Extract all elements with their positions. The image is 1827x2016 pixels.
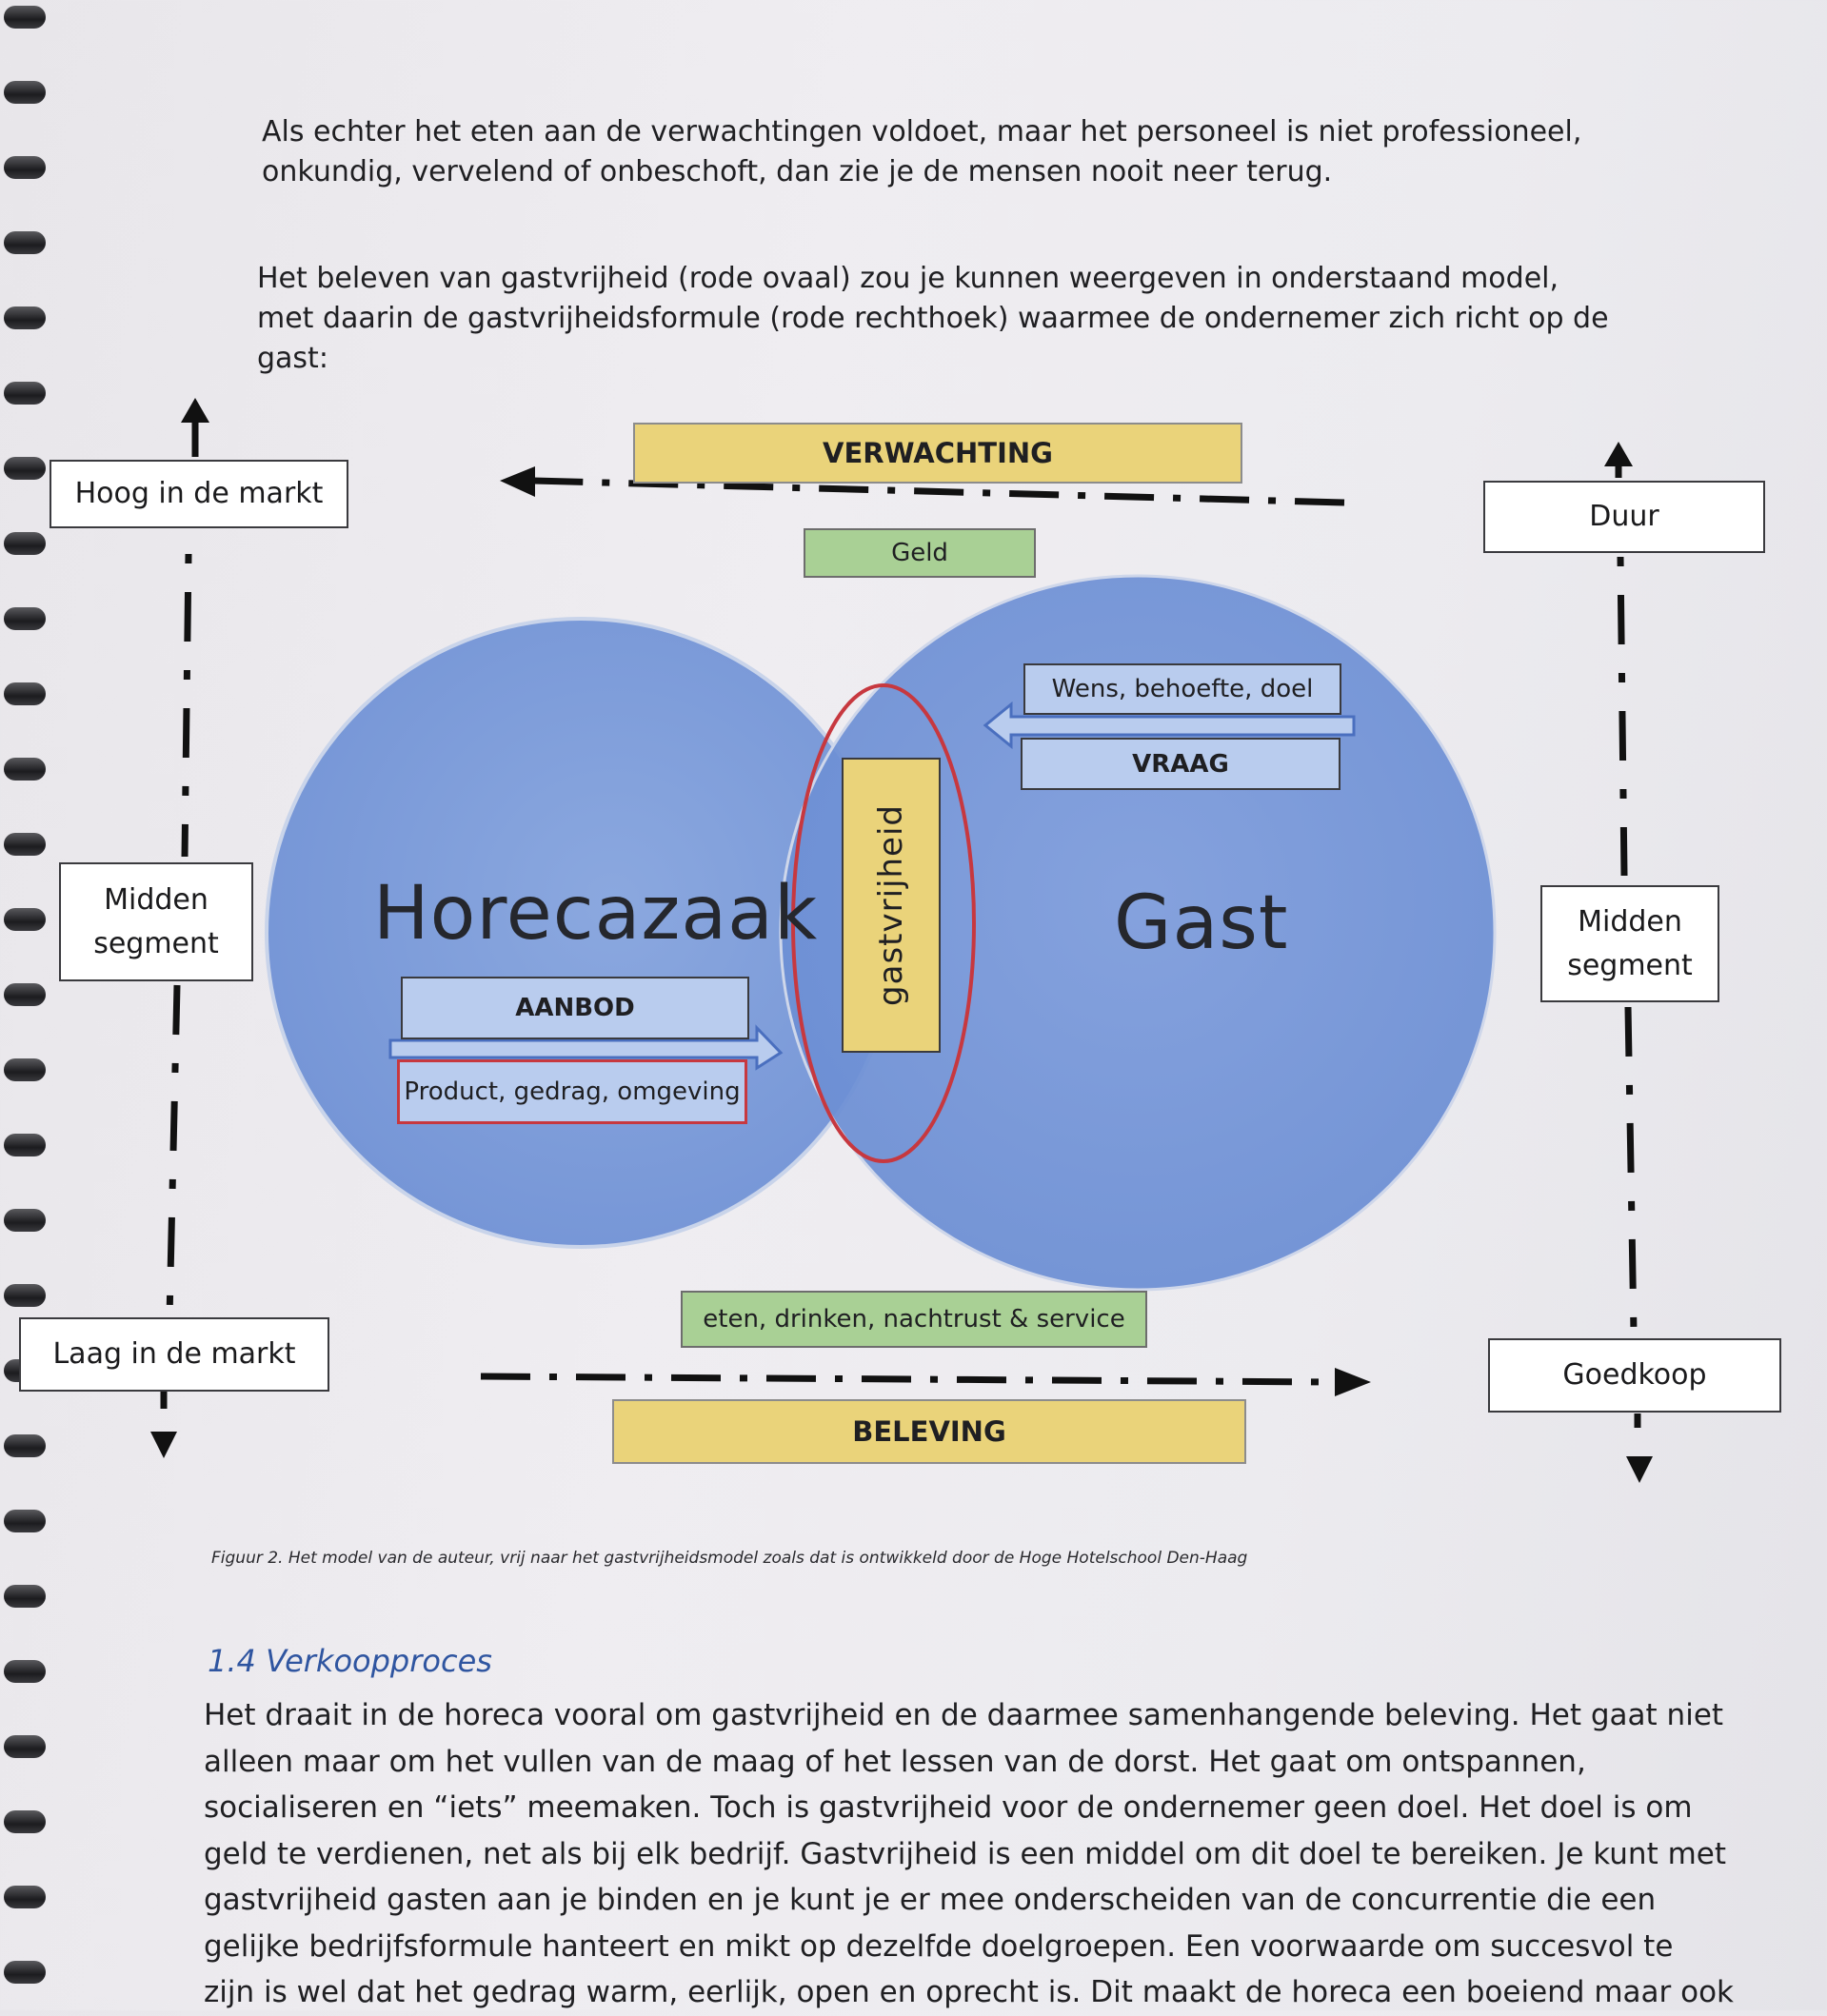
gastvrijheid-label: gastvrijheid [872,804,911,1006]
verwachting-arrowhead [500,466,535,497]
product-gedrag-omgeving-box: Product, gedrag, omgeving [397,1059,747,1124]
right-axis-up-arrow [1604,442,1633,466]
verwachting-bar: VERWACHTING [633,423,1242,484]
left-midden-segment-box: Midden segment [59,862,253,981]
vraag-box: VRAAG [1021,738,1340,790]
left-axis-down-arrow [150,1432,177,1458]
right-midden-segment-box: Midden segment [1540,885,1719,1002]
duur-box: Duur [1483,481,1765,553]
aanbod-services-box: eten, drinken, nachtrust & service [681,1291,1147,1348]
intro-paragraph-2: Het beleven van gastvrijheid (rode ovaal) zou je kunnen weergeven in onderstaand model, met daarin de gastvrijheidsformule (rode rechthoek) waarmee de ondernemer zich richt op de gast: [257,262,1609,375]
section-heading: 1.4 Verkoopproces [208,1643,492,1679]
right-axis-lower [1628,1007,1634,1333]
beleving-bar: BELEVING [612,1399,1246,1464]
figure-caption: Figuur 2. Het model van de auteur, vrij naar het gastvrijheidsmodel zoals dat is ontwikkeld door de Hoge Hotelschool Den-Haag [211,1549,1248,1568]
right-axis-upper [1620,557,1624,876]
goedkoop-box: Goedkoop [1488,1338,1781,1413]
hoog-in-de-markt-box: Hoog in de markt [50,460,348,528]
body-line: socialiseren en “iets” meemaken. Toch is gastvrijheid voor de ondernemer geen doel. Het doel is om [204,1790,1693,1825]
geld-box: Geld [804,528,1036,578]
horecazaak-title: Horecazaak [373,871,819,957]
right-axis-down-arrow [1626,1456,1653,1483]
body-line: gastvrijheid gasten aan je binden en je kunt je er mee onderscheiden van de concurrentie die een [204,1883,1657,1917]
body-line: alleen maar om het vullen van de maag of het lessen van de dorst. Het gaat om ontspannen, [204,1744,1586,1779]
gastvrijheidsformule-box [842,758,941,1053]
intro-paragraph-1: Als echter het eten aan de verwachtingen voldoet, maar het personeel is niet professioneel, onkundig, vervelend of onbeschoft, dan zie je de mensen nooit neer terug. [262,115,1582,188]
verwachting-arrow [533,481,1344,503]
body-line: geld te verdienen, net als bij elk bedrijf. Gastvrijheid is een middel om dit doel te bereiken. Je kunt met [204,1836,1727,1871]
body-line: gelijke bedrijfsformule hanteert en mikt op dezelfde doelgroepen. Een voorwaarde om succesvol te [204,1928,1674,1964]
laag-in-de-markt-box: Laag in de markt [19,1317,329,1392]
body-line: zijn is wel dat het gedrag warm, eerlijk, open en oprecht is. Dit maakt de horeca een boeiend maar ook [204,1975,1735,2009]
left-axis-up-arrow [181,398,209,423]
body-line: Het draait in de horeca vooral om gastvrijheid en de daarmee samenhangende beleving. Het gaat niet [204,1698,1724,1732]
gast-title: Gast [1114,880,1289,966]
left-axis-upper [185,554,189,857]
left-axis-lower [169,985,177,1318]
aanbod-box: AANBOD [401,977,749,1039]
beleving-arrowhead [1335,1368,1371,1396]
wens-behoefte-doel-box: Wens, behoefte, doel [1023,663,1341,715]
section-body [204,1692,1735,2016]
beleving-arrow [481,1376,1333,1382]
